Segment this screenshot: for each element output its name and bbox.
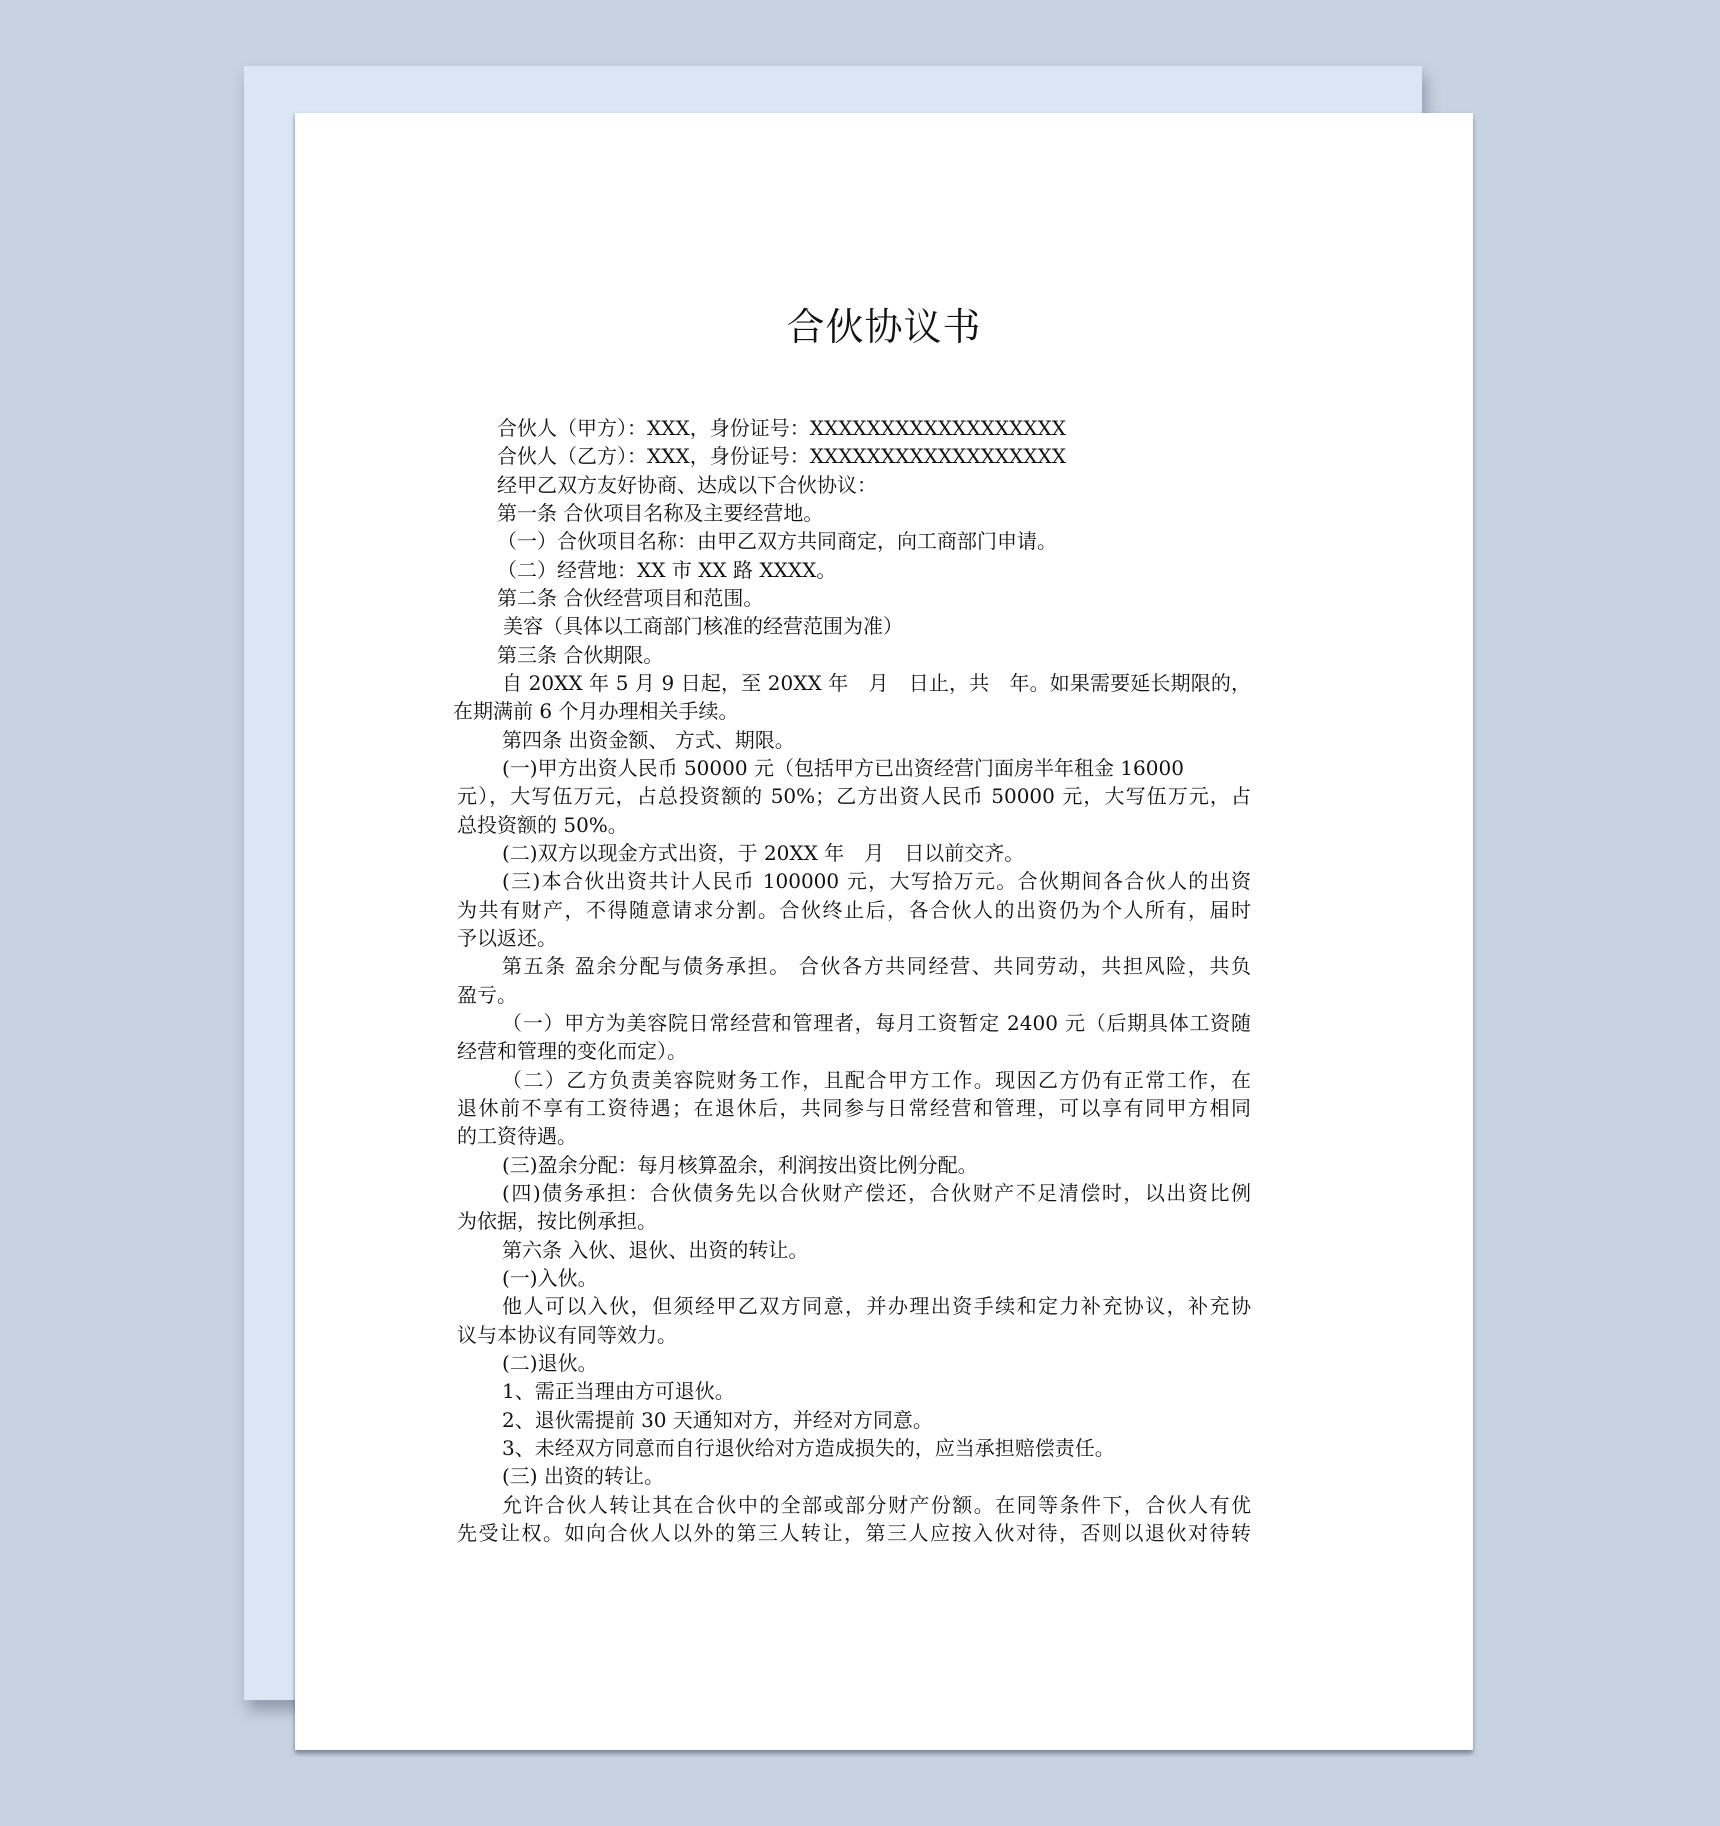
document-line: 经甲乙双方友好协商、达成以下合伙协议： — [497, 472, 877, 497]
document-line: 议与本协议有同等效力。 — [457, 1322, 677, 1347]
document-line: (三)本合伙出资共计人民币 100000 元，大写拾万元。合伙期间各合伙人的出资 — [502, 869, 1251, 894]
document-line: 第二条 合伙经营项目和范围。 — [497, 585, 764, 610]
document-line: 第一条 合伙项目名称及主要经营地。 — [497, 500, 824, 525]
document-line: （二）经营地：XX 市 XX 路 XXXX。 — [497, 557, 837, 582]
document-line: 第五条 盈余分配与债务承担。 合伙各方共同经营、共同劳动，共担风险，共负 — [502, 954, 1251, 979]
document-page — [295, 113, 1473, 1750]
document-line: 退休前不享有工资待遇；在退休后，共同参与日常经营和管理，可以享有同甲方相同 — [457, 1095, 1251, 1120]
document-title: 合伙协议书 — [786, 305, 982, 349]
document-line: (二)双方以现金方式出资，于 20XX 年 月 日以前交齐。 — [502, 840, 1025, 865]
document-line: （一）合伙项目名称：由甲乙双方共同商定，向工商部门申请。 — [497, 529, 1057, 554]
document-line: (三) 出资的转让。 — [502, 1464, 664, 1489]
document-line: 的工资待遇。 — [457, 1124, 577, 1149]
document-line: 1、需正当理由方可退伙。 — [502, 1379, 735, 1404]
document-line: 3、未经双方同意而自行退伙给对方造成损失的，应当承担赔偿责任。 — [502, 1435, 1115, 1460]
document-line: 在期满前 6 个月办理相关手续。 — [453, 699, 739, 724]
document-line: 元），大写伍万元，占总投资额的 50%；乙方出资人民币 50000 元，大写伍万元，占 — [457, 784, 1251, 809]
document-line: 先受让权。如向合伙人以外的第三人转让，第三人应按入伙对待，否则以退伙对待转 — [457, 1520, 1251, 1545]
document-line: (二)退伙。 — [502, 1350, 598, 1375]
document-line: （一）甲方为美容院日常经营和管理者，每月工资暂定 2400 元（后期具体工资随 — [502, 1010, 1251, 1035]
document-line: （二）乙方负责美容院财务工作，且配合甲方工作。现因乙方仍有正常工作，在 — [502, 1067, 1251, 1092]
document-line: 他人可以入伙，但须经甲乙双方同意，并办理出资手续和定力补充协议，补充协 — [502, 1294, 1251, 1319]
document-line: 为依据，按比例承担。 — [457, 1209, 657, 1234]
document-line: 合伙人（甲方）：XXX，身份证号：XXXXXXXXXXXXXXXXXX — [497, 416, 1067, 440]
document-line: 第六条 入伙、退伙、出资的转让。 — [502, 1237, 809, 1262]
document-line: 美容（具体以工商部门核准的经营范围为准） — [503, 614, 903, 639]
document-line: 合伙人（乙方）：XXX，身份证号：XXXXXXXXXXXXXXXXXX — [497, 444, 1067, 469]
document-line: (三)盈余分配：每月核算盈余，利润按出资比例分配。 — [502, 1152, 978, 1177]
document-line: 2、退伙需提前 30 天通知对方，并经对方同意。 — [502, 1407, 933, 1432]
document-line: 为共有财产，不得随意请求分割。合伙终止后，各合伙人的出资仍为个人所有，届时 — [457, 897, 1251, 922]
document-line: 总投资额的 50%。 — [457, 812, 628, 837]
document-line: 第三条 合伙期限。 — [497, 642, 664, 667]
document-line: 允许合伙人转让其在合伙中的全部或部分财产份额。在同等条件下，合伙人有优 — [502, 1492, 1251, 1517]
document-line: 经营和管理的变化而定）。 — [457, 1039, 687, 1064]
document-line: 第四条 出资金额、 方式、期限。 — [502, 727, 795, 752]
document-line: (四)债务承担：合伙债务先以合伙财产偿还，合伙财产不足清偿时，以出资比例 — [502, 1180, 1251, 1205]
document-line: 予以返还。 — [457, 925, 557, 950]
document-line: (一)入伙。 — [502, 1265, 598, 1290]
document-line: 盈亏。 — [457, 982, 517, 1007]
document-line: 自 20XX 年 5 月 9 日起，至 20XX 年 月 日止，共 年。如果需要延长期限的， — [502, 670, 1251, 695]
document-line: (一)甲方出资人民币 50000 元（包括甲方已出资经营门面房半年租金 16000 — [502, 755, 1184, 780]
